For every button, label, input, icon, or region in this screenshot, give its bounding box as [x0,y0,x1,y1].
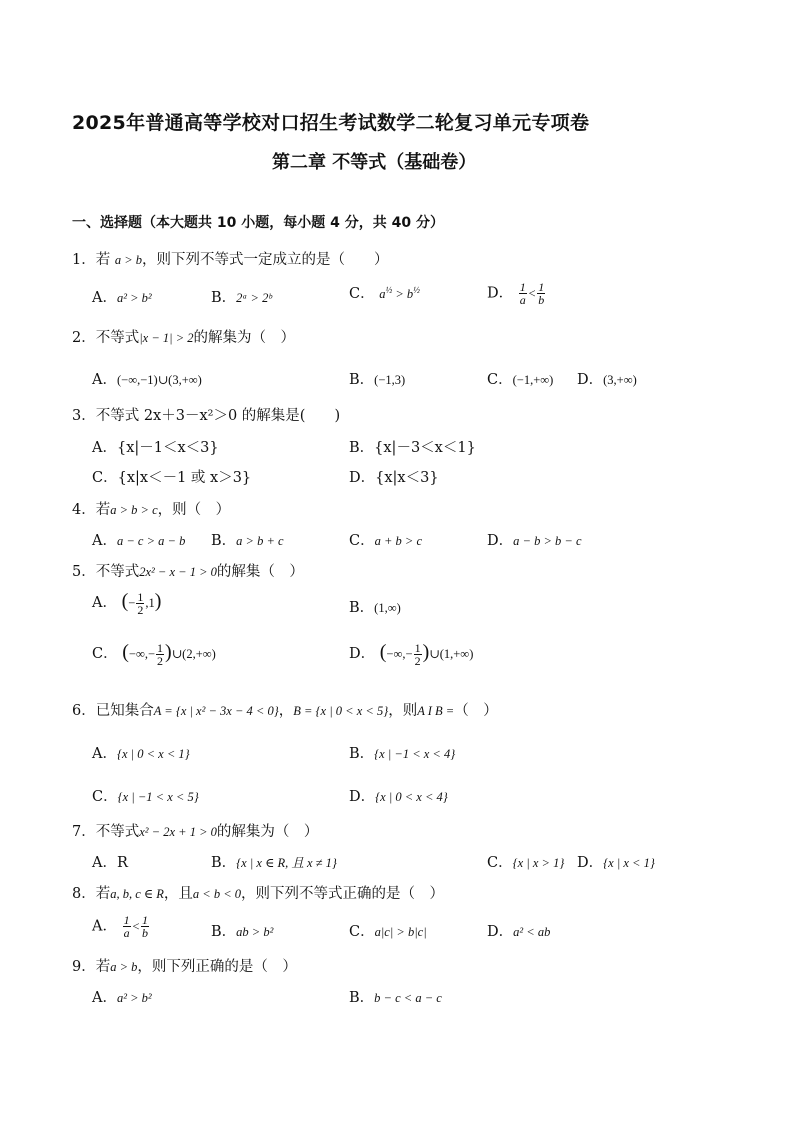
question-4: 4．若a > b > c，则（ ） [72,502,231,518]
q7-option-a: A．R [92,855,128,871]
q3-option-d: D．{x|x＜3} [349,470,439,486]
q7-expression: x² − 2x + 1 > 0 [139,825,217,839]
q4-option-d: D．a − b > b − c [487,533,582,549]
question-3: 3．不等式 2x＋3－x²＞0 的解集是( ) [72,408,341,424]
q4-option-b: B．a > b + c [211,533,284,549]
q2-option-d: D．(3,+∞) [577,372,637,388]
question-2: 2．不等式|x − 1| > 2的解集为（ ） [72,330,296,346]
doc-subtitle: 第二章 不等式（基础卷） [272,152,477,173]
q8-option-d: D．a² < ab [487,924,551,940]
question-8: 8．若a, b, c ∈ R，且a < b < 0，则下列不等式正确的是（ ） [72,886,445,902]
q3-option-c: C．{x|x＜－1 或 x＞3} [92,470,252,486]
question-9: 9．若a > b，则下列正确的是（ ） [72,959,297,975]
q1-option-d: D． $\frac{1}{a}$ < $\frac{1}{b}$ [487,280,545,307]
q1-option-c: C． $a^{\frac{1}{2}} > b^{\frac{1}{2}}$ [349,284,420,302]
q2-option-b: B．(−1,3) [349,372,406,388]
q1-option-b: B．2ᵃ > 2ᵇ [211,290,272,306]
q5-option-a: A． (− $\frac{1}{2}$ ,1) [92,589,162,617]
q5-option-b: B．(1,∞) [349,600,401,616]
q7-option-d: D．{x | x < 1} [577,855,655,871]
q8-variables: a, b, c ∈ R [110,887,164,901]
section-heading: 一、选择题（本大题共 10 小题，每小题 4 分，共 40 分） [72,215,444,231]
question-1: 1．若 a > b，则下列不等式一定成立的是（ ） [72,252,389,268]
q8-option-a: A． $\frac{1}{a}$ < $\frac{1}{b}$ [92,913,149,940]
q4-option-a: A．a − c > a − b [92,533,186,549]
q3-option-b: B．{x|－3＜x＜1} [349,440,476,456]
q1-condition: a > b [114,253,143,267]
q6-set-b: B = {x | 0 < x < 5} [293,704,389,718]
q9-option-a: A．a² > b² [92,990,152,1006]
q3-option-a: A．{x|－1＜x＜3} [92,440,219,456]
q2-expression: |x − 1| > 2 [139,331,194,345]
q8-option-b: B．ab > b² [211,924,274,940]
q9-condition: a > b [110,960,138,974]
doc-title: 2025年普通高等学校对口招生考试数学二轮复习单元专项卷 [72,112,590,134]
q2-option-c: C．(−1,+∞) [487,372,554,388]
q4-condition: a > b > c [110,503,158,517]
q4-option-c: C．a + b > c [349,533,423,549]
question-7: 7．不等式x² − 2x + 1 > 0的解集为（ ） [72,824,319,840]
q8-condition: a < b < 0 [192,887,242,901]
q5-expression: 2x² − x − 1 > 0 [139,565,217,579]
q5-option-d: D． (−∞,− $\frac{1}{2}$ )∪(1,+∞) [349,640,474,668]
question-6: 6．已知集合A = {x | x² − 3x − 4 < 0}，B = {x | 0 < x < 5}，则A I B =（ ） [72,703,498,719]
question-5: 5．不等式2x² − x − 1 > 0的解集（ ） [72,564,304,580]
q7-option-c: C．{x | x > 1} [487,855,565,871]
q2-option-a: A．(−∞,−1)∪(3,+∞) [92,372,202,388]
q1-option-a: A．a² > b² [92,290,152,306]
q6-option-d: D．{x | 0 < x < 4} [349,789,448,805]
q7-option-b: B．{x | x ∈ R, 且 x ≠ 1} [211,855,337,871]
q6-option-c: C．{x | −1 < x < 5} [92,789,199,805]
q6-option-a: A．{x | 0 < x < 1} [92,746,190,762]
q8-option-c: C．a|c| > b|c| [349,924,427,940]
q6-option-b: B．{x | −1 < x < 4} [349,746,456,762]
q6-set-a: A = {x | x² − 3x − 4 < 0} [153,704,279,718]
q9-option-b: B．b − c < a − c [349,990,442,1006]
q5-option-c: C． (−∞,− $\frac{1}{2}$ )∪(2,+∞) [92,640,216,668]
